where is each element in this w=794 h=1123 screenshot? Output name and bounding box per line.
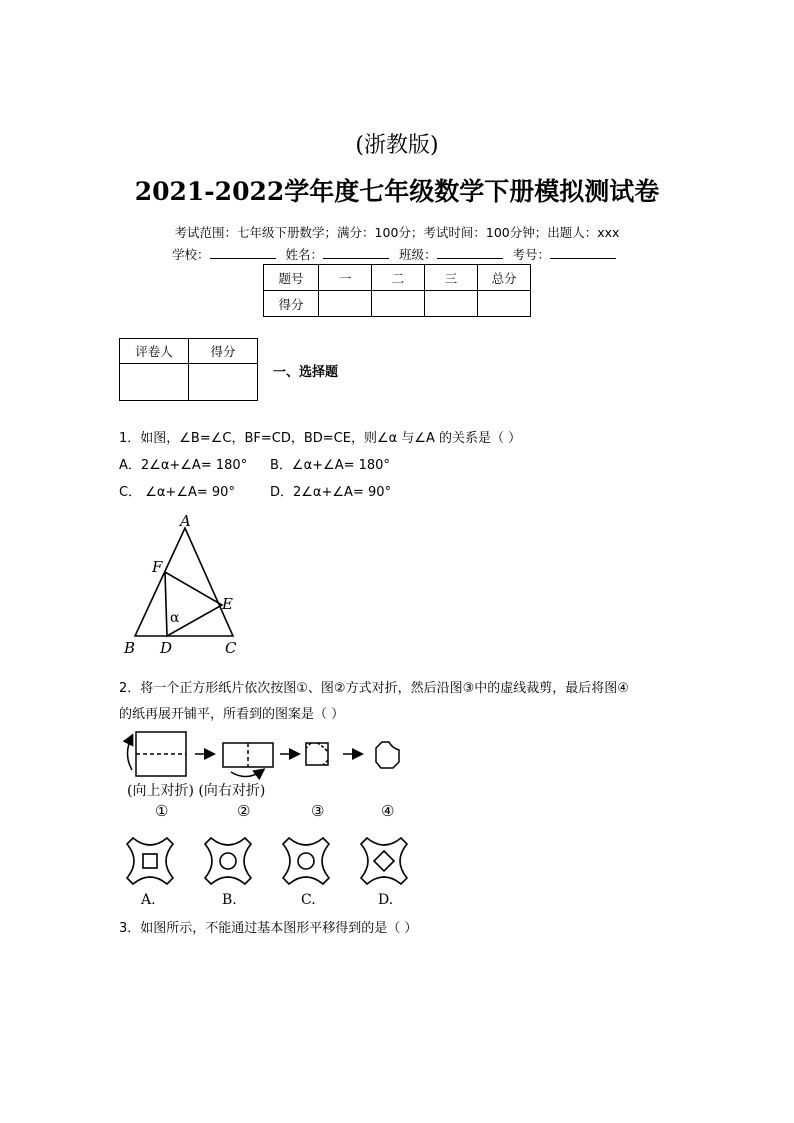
- option-label-d: D.: [378, 892, 394, 908]
- q1-option-c: C． ∠α+∠A= 90°: [119, 485, 235, 500]
- option-label-c: C.: [301, 892, 316, 908]
- label-d: D: [160, 639, 173, 657]
- score-header-cell: 一: [319, 265, 372, 291]
- class-label: 班级：: [398, 247, 437, 262]
- step-number-3: ③: [311, 802, 325, 820]
- step-number-4: ④: [381, 802, 395, 820]
- option-d-shape: [361, 838, 407, 884]
- q1-stem: 1．如图，∠B=∠C，BF=CD，BD=CE，则∠α 与∠A 的关系是（ ）: [119, 431, 522, 446]
- q2-stem-line1: 2．将一个正方形纸片依次按图①、图②方式对折，然后沿图③中的虚线裁剪，最后将图④: [119, 681, 629, 696]
- label-f: F: [152, 558, 163, 576]
- score-table: [263, 264, 531, 317]
- grader-cell[interactable]: [120, 364, 189, 401]
- edition-label: (浙教版): [355, 133, 439, 158]
- score-header-cell: 三: [425, 265, 478, 291]
- score-cell[interactable]: [425, 291, 478, 317]
- grader-table: [119, 338, 258, 401]
- score-row-label: 得分: [264, 291, 319, 317]
- triangle-fde: [165, 572, 222, 636]
- score-header-cell: 总分: [478, 265, 531, 291]
- label-e: E: [222, 595, 233, 613]
- label-b: B: [124, 639, 136, 657]
- score-cell[interactable]: [478, 291, 531, 317]
- q2-stem-line2: 的纸再展开铺平，所看到的图案是（ ）: [119, 707, 345, 722]
- score-table-row: [264, 291, 531, 317]
- step-number-2: ②: [237, 802, 251, 820]
- score-cell[interactable]: [372, 291, 425, 317]
- label-alpha: α: [170, 610, 180, 626]
- option-a-shape: [127, 838, 173, 884]
- school-blank[interactable]: [210, 246, 276, 259]
- class-blank[interactable]: [437, 246, 503, 259]
- step3-cut-lines: [306, 743, 328, 765]
- section-title: 一、选择题: [273, 365, 339, 380]
- score-header-cell: 题号: [264, 265, 319, 291]
- q2-answer-options-figure: [119, 832, 419, 912]
- option-label-a: A.: [141, 892, 156, 908]
- q2-folding-steps-figure: [119, 722, 429, 822]
- step2-fold-right-arrow: [231, 770, 263, 777]
- name-blank[interactable]: [323, 246, 389, 259]
- label-c: C: [225, 639, 237, 657]
- step3-square: [306, 743, 328, 765]
- number-blank[interactable]: [550, 246, 616, 259]
- option-c-shape: [283, 838, 329, 884]
- score-header-cell: 二: [372, 265, 425, 291]
- score-cell[interactable]: [319, 291, 372, 317]
- score-table-header: [264, 265, 531, 291]
- q1-option-a: A．2∠α+∠A= 180°: [119, 458, 248, 473]
- fold-caption: (向上对折) (向右对折): [127, 783, 266, 799]
- grader-header: 评卷人: [120, 339, 189, 364]
- q1-triangle-figure: [119, 508, 249, 658]
- option-label-b: B.: [222, 892, 237, 908]
- school-label: 学校：: [171, 247, 210, 262]
- step1-fold-up-arrow: [128, 736, 133, 770]
- exam-info: 考试范围：七年级下册数学；满分：100分；考试时间：100分钟；出题人：xxx: [174, 225, 620, 240]
- triangle-abc: [135, 528, 233, 636]
- step-number-1: ①: [155, 802, 169, 820]
- label-a: A: [180, 512, 191, 530]
- step4-cut-shape: [376, 742, 399, 768]
- q1-option-b: B．∠α+∠A= 180°: [270, 458, 390, 473]
- exam-title: 2021-2022学年度七年级数学下册模拟测试卷: [134, 177, 660, 206]
- q1-option-d: D．2∠α+∠A= 90°: [270, 485, 392, 500]
- name-label: 姓名：: [285, 247, 323, 262]
- grader-score-header: 得分: [189, 339, 258, 364]
- q3-stem: 3．如图所示，不能通过基本图形平移得到的是（ ）: [119, 921, 418, 936]
- grader-score-cell[interactable]: [189, 364, 258, 401]
- number-label: 考号：: [512, 247, 550, 262]
- option-b-shape: [205, 838, 251, 884]
- student-fields: [0, 245, 794, 263]
